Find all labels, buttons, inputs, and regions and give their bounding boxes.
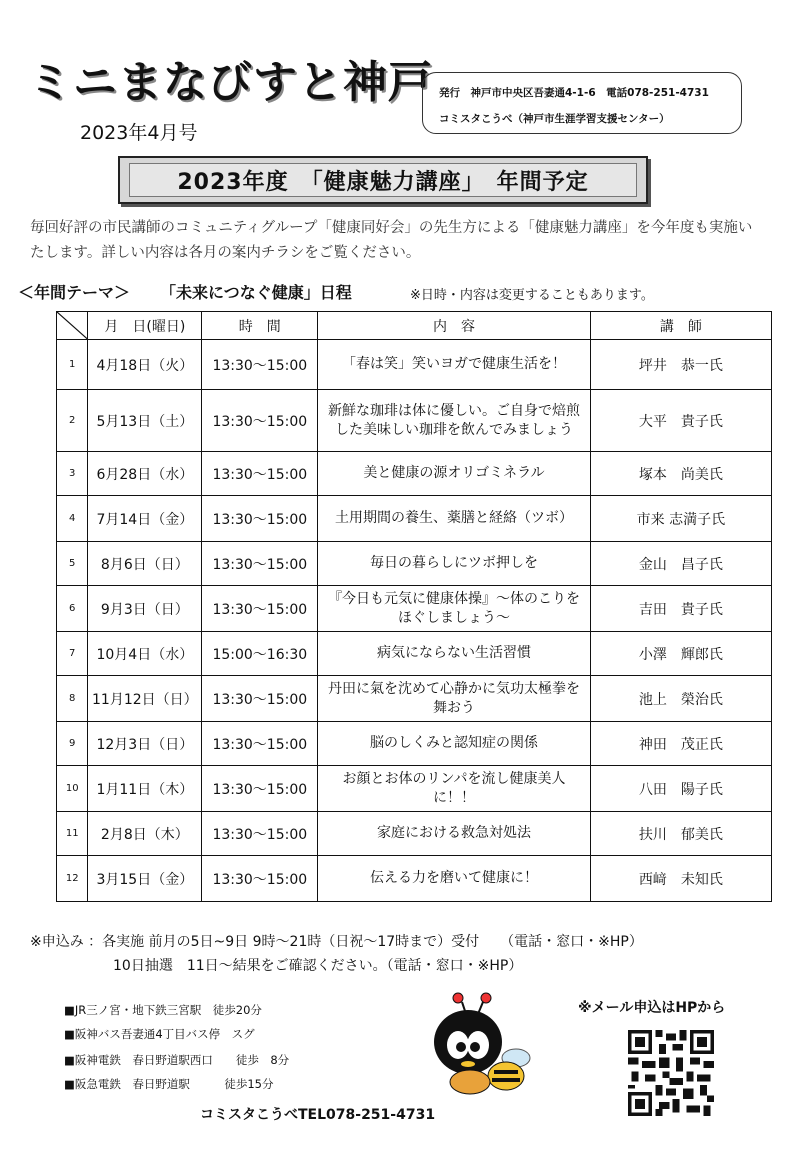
table-row bbox=[57, 722, 772, 766]
table-header-row bbox=[57, 312, 772, 340]
row-date: 12月3日（日） bbox=[88, 722, 202, 766]
table-row bbox=[57, 340, 772, 390]
logo-title: ミニまなびすと神戸 bbox=[28, 57, 433, 108]
row-number: 2 bbox=[57, 390, 88, 452]
row-lecturer: 市来 志満子氏 bbox=[590, 496, 771, 542]
table-row bbox=[57, 390, 772, 452]
row-time: 13:30〜15:00 bbox=[202, 586, 318, 632]
row-number: 6 bbox=[57, 586, 88, 632]
table-row bbox=[57, 542, 772, 586]
row-content: 家庭における救急対処法 bbox=[318, 812, 590, 856]
row-number: 10 bbox=[57, 766, 88, 812]
row-time: 13:30〜15:00 bbox=[202, 390, 318, 452]
application-info bbox=[30, 930, 643, 978]
row-content: 毎日の暮らしにツボ押しを bbox=[318, 542, 590, 586]
corner-cell bbox=[57, 312, 88, 340]
row-time: 13:30〜15:00 bbox=[202, 496, 318, 542]
row-lecturer: 小澤 輝郎氏 bbox=[590, 632, 771, 676]
row-lecturer: 西﨑 未知氏 bbox=[590, 856, 771, 902]
row-content: 丹田に氣を沈めて心静かに気功太極拳を舞おう bbox=[318, 676, 590, 722]
table-row bbox=[57, 856, 772, 902]
row-time: 13:30〜15:00 bbox=[202, 722, 318, 766]
application-line-2: 10日抽選 11日〜結果をご確認ください。（電話・窓口・※HP） bbox=[113, 958, 523, 974]
table-row bbox=[57, 452, 772, 496]
row-lecturer: 神田 茂正氏 bbox=[590, 722, 771, 766]
mail-note: ※メール申込はHPから bbox=[578, 1000, 726, 1016]
row-number: 3 bbox=[57, 452, 88, 496]
schedule-table bbox=[56, 311, 772, 902]
row-time: 13:30〜15:00 bbox=[202, 812, 318, 856]
row-number: 7 bbox=[57, 632, 88, 676]
row-content: 土用期間の養生、薬膳と経絡（ツボ） bbox=[318, 496, 590, 542]
publisher-name: コミスタこうべ（神戸市生涯学習支援センター） bbox=[439, 113, 670, 125]
theme-heading bbox=[18, 280, 352, 303]
intro-text: 毎回好評の市民講師のコミュニティグループ「健康同好会」の先生方による「健康魅力講座」を今年度も実施いたします。詳しい内容は各月の案内チラシをご覧ください。 bbox=[30, 220, 753, 261]
row-date: 4月18日（火） bbox=[88, 340, 202, 390]
row-time: 13:30〜15:00 bbox=[202, 766, 318, 812]
row-time: 13:30〜15:00 bbox=[202, 856, 318, 902]
row-lecturer: 金山 昌子氏 bbox=[590, 542, 771, 586]
row-content: お顔とお体のリンパを流し健康美人に！！ bbox=[318, 766, 590, 812]
access-list bbox=[64, 998, 289, 1096]
title-banner bbox=[118, 156, 648, 204]
row-lecturer: 吉田 貴子氏 bbox=[590, 586, 771, 632]
table-row bbox=[57, 676, 772, 722]
row-date: 11月12日（日） bbox=[88, 676, 202, 722]
row-content: 病気にならない生活習慣 bbox=[318, 632, 590, 676]
row-content: 脳のしくみと認知症の関係 bbox=[318, 722, 590, 766]
row-number: 1 bbox=[57, 340, 88, 390]
row-date: 5月13日（土） bbox=[88, 390, 202, 452]
row-date: 1月11日（木） bbox=[88, 766, 202, 812]
row-lecturer: 池上 榮治氏 bbox=[590, 676, 771, 722]
row-time: 13:30〜15:00 bbox=[202, 452, 318, 496]
row-time: 15:00〜16:30 bbox=[202, 632, 318, 676]
page-title: 2023年度 「健康魅力講座」 年間予定 bbox=[129, 163, 637, 197]
row-content: 美と健康の源オリゴミネラル bbox=[318, 452, 590, 496]
row-date: 9月3日（日） bbox=[88, 586, 202, 632]
row-content: 新鮮な珈琲は体に優しい。ご自身で焙煎した美味しい珈琲を飲んでみましょう bbox=[318, 390, 590, 452]
row-date: 6月28日（水） bbox=[88, 452, 202, 496]
issue-label: 2023年4月号 bbox=[80, 122, 198, 144]
row-lecturer: 大平 貴子氏 bbox=[590, 390, 771, 452]
header-time: 時 間 bbox=[202, 312, 318, 340]
publisher-box bbox=[422, 72, 742, 134]
access-item: ■阪神電鉄 春日野道駅西口 徒歩 8分 bbox=[64, 1053, 290, 1067]
row-date: 10月4日（水） bbox=[88, 632, 202, 676]
row-number: 5 bbox=[57, 542, 88, 586]
row-number: 11 bbox=[57, 812, 88, 856]
access-item: ■阪急電鉄 春日野道駅 徒歩15分 bbox=[64, 1077, 274, 1091]
application-line-1: ※申込み ：各実施 前月の5日~9日 9時〜21時（日祝〜17時まで）受付 （電話・窓口・※HP） bbox=[30, 934, 643, 950]
row-number: 9 bbox=[57, 722, 88, 766]
diagonal-line-icon bbox=[57, 312, 87, 339]
change-note: ※日時・内容は変更することもあります。 bbox=[410, 288, 654, 303]
row-lecturer: 塚本 尚美氏 bbox=[590, 452, 771, 496]
bee-mascot-icon bbox=[428, 990, 532, 1098]
row-date: 3月15日（金） bbox=[88, 856, 202, 902]
theme-label: ＜年間テーマ＞ bbox=[18, 283, 131, 302]
row-date: 2月8日（木） bbox=[88, 812, 202, 856]
access-item: ■JR三ノ宮・地下鉄三宮駅 徒歩20分 bbox=[64, 1003, 262, 1017]
table-row bbox=[57, 812, 772, 856]
row-date: 8月6日（日） bbox=[88, 542, 202, 586]
table-row bbox=[57, 766, 772, 812]
row-time: 13:30〜15:00 bbox=[202, 340, 318, 390]
row-time: 13:30〜15:00 bbox=[202, 542, 318, 586]
table-row bbox=[57, 632, 772, 676]
row-time: 13:30〜15:00 bbox=[202, 676, 318, 722]
row-lecturer: 八田 陽子氏 bbox=[590, 766, 771, 812]
row-date: 7月14日（金） bbox=[88, 496, 202, 542]
table-row bbox=[57, 496, 772, 542]
theme-name: 「未来につなぐ健康」日程 bbox=[160, 283, 352, 302]
access-item: ■阪神バス吾妻通4丁目バス停 スグ bbox=[64, 1027, 255, 1041]
publisher-address: 発行 神戸市中央区吾妻通4-1-6 電話078-251-4731 bbox=[439, 87, 709, 99]
table-row bbox=[57, 586, 772, 632]
row-lecturer: 扶川 郁美氏 bbox=[590, 812, 771, 856]
row-number: 12 bbox=[57, 856, 88, 902]
row-content: 「春は笑」笑いヨガで健康生活を！ bbox=[318, 340, 590, 390]
row-number: 8 bbox=[57, 676, 88, 722]
row-lecturer: 坪井 恭一氏 bbox=[590, 340, 771, 390]
header-content: 内 容 bbox=[318, 312, 590, 340]
row-content: 伝える力を磨いて健康に！ bbox=[318, 856, 590, 902]
header-date: 月 日(曜日) bbox=[88, 312, 202, 340]
row-number: 4 bbox=[57, 496, 88, 542]
row-content: 『今日も元気に健康体操』〜体のこりをほぐしましょう〜 bbox=[318, 586, 590, 632]
qr-code-icon bbox=[628, 1030, 714, 1116]
contact-tel: コミスタこうべTEL078-251-4731 bbox=[200, 1107, 436, 1123]
header-lecturer: 講 師 bbox=[590, 312, 771, 340]
